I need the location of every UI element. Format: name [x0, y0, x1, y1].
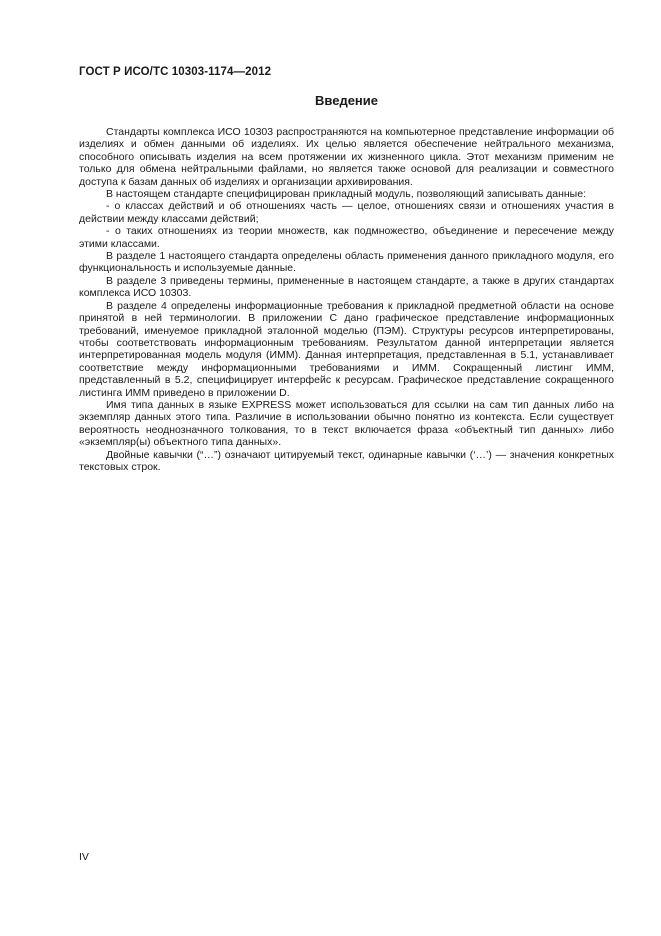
paragraph-section-4: В разделе 4 определены информационные требования к прикладной предметной области на основе принятой в ней терминологии. В приложении С дано графическое представление информационных требований, именуемое прикладной эталонной моделью (ПЭМ). Структуры ресурсов интерпретированы, чтобы соответствовать информационным требованиям. Результатом данной интерпретации является интерпретированная модель модуля (ИММ). Данная интерпретация, представленная в 5.1, устанавливает соответствие между информационными требованиями и ИММ. Сокращенный листинг ИММ, представленный в 5.2, специфицирует интерфейс к ресурсам. Графическое представление сокращенного листинга ИММ приведено в приложении D.: [79, 299, 614, 399]
section-title: Введение: [315, 93, 378, 108]
paragraph-section-3: В разделе 3 приведены термины, примененные в настоящем стандарте, а также в других стандартах комплекса ИСО 10303.: [79, 274, 614, 300]
paragraph-express: Имя типа данных в языке EXPRESS может использоваться для ссылки на сам тип данных либо на экземпляр данных этого типа. Различие в использовании обычно понятно из контекста. Если существует вероятность неоднозначного толкования, то в текст включается фраза «объектный тип данных» либо «экземпляр(ы) объектного типа данных».: [79, 398, 614, 449]
list-item: - о классах действий и об отношениях часть — целое, отношениях связи и отношениях участия в действии между классами действий;: [79, 200, 614, 225]
paragraph-quotes: Двойные кавычки (“…”) означают цитируемый текст, одинарные кавычки (‘…’) — значения конкретных текстовых строк.: [79, 448, 614, 473]
body-text: [79, 126, 614, 473]
paragraph-section-1: В разделе 1 настоящего стандарта определены область применения данного прикладного модуля, его функциональность и используемые данные.: [79, 250, 614, 275]
page-number: IV: [79, 851, 89, 863]
paragraph-intro: Стандарты комплекса ИСО 10303 распространяются на компьютерное представление информации об изделиях и обмен данными об изделиях. Их целью является обеспечение нейтрального механизма, способного описывать изделия на всем протяжении их жизненного цикла. Этот механизм применим не только для обмена нейтральными файлами, но является также основой для реализации и совместного доступа к базам данных об изделиях и организации архивирования.: [79, 126, 614, 188]
document-header: ГОСТ Р ИСО/ТС 10303-1174—2012: [79, 66, 272, 78]
paragraph-scope: В настоящем стандарте специфицирован прикладный модуль, позволяющий записывать данные:: [106, 188, 586, 201]
list-item: - о таких отношениях из теории множеств, как подмножество, объединение и пересечение между этими классами.: [79, 225, 614, 250]
